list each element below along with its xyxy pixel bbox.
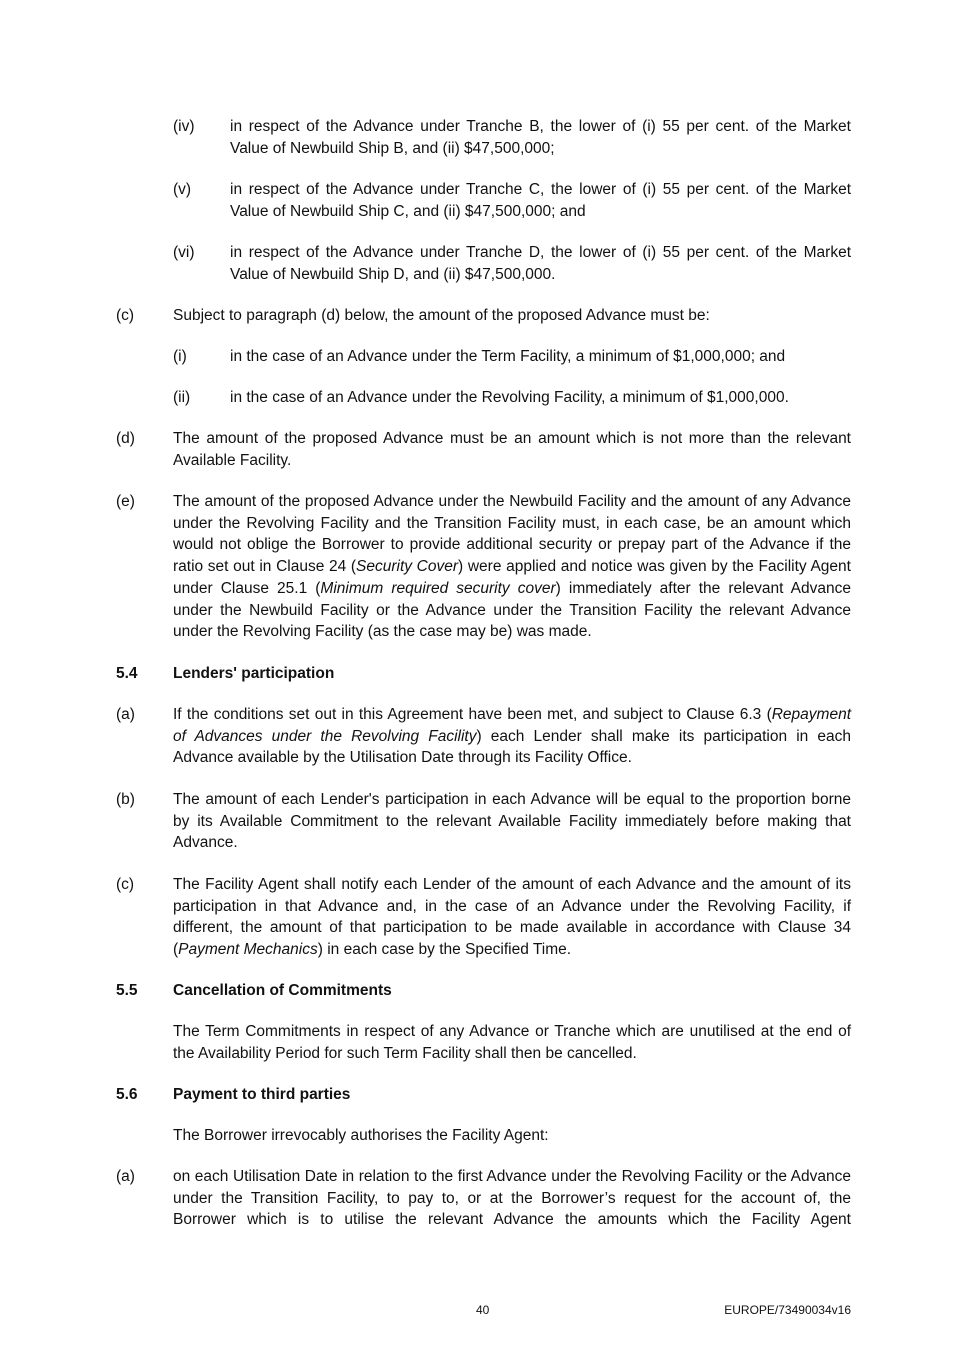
section-number: 5.6 bbox=[116, 1086, 138, 1103]
item-number: (i) bbox=[173, 348, 187, 365]
item-number: (e) bbox=[116, 493, 135, 510]
paragraph-text: in respect of the Advance under Tranche B, the lower of (i) 55 per cent. of the Market Value of Newbuild Ship B, and (ii) $47,500,000; bbox=[230, 118, 851, 157]
item-number: (c) bbox=[116, 307, 135, 324]
item-number: (d) bbox=[116, 430, 135, 447]
paragraph-text: The Term Commitments in respect of any Advance or Tranche which are unutilised at the end of the Availability Period for such Term Facility shall then be cancelled. bbox=[173, 1023, 851, 1062]
paragraph-text: The amount of the proposed Advance under the Newbuild Facility and the amount of any Advance under the Revolving Facility and the Transition Facility must, in each case, be an amount which would not oblige the Borrower to provide additional security or prepay part of the Advance if the ratio set out in Clause 24 (Security Cover) were applied and notice was given by the Facility Agent under Clause 25.1 (Minimum required security cover) immediately after the relevant Advance under the Newbuild Facility or the Advance under the Transition Facility the relevant Advance under the Revolving Facility (as the case may be) was made. bbox=[173, 493, 851, 641]
section-heading: Cancellation of Commitments bbox=[173, 982, 392, 999]
paragraph-text: in respect of the Advance under Tranche C, the lower of (i) 55 per cent. of the Market Value of Newbuild Ship C, and (ii) $47,500,000; and bbox=[230, 181, 851, 220]
paragraph-text: The Borrower irrevocably authorises the Facility Agent: bbox=[173, 1127, 549, 1144]
item-number: (vi) bbox=[173, 244, 195, 261]
paragraph-text: If the conditions set out in this Agreement have been met, and subject to Clause 6.3 (Repayment of Advances under the Revolving Facility) each Lender shall make its participation in each Advance available by the Utilisation Date through its Facility Office. bbox=[173, 706, 851, 767]
paragraph-text: in respect of the Advance under Tranche D, the lower of (i) 55 per cent. of the Market Value of Newbuild Ship D, and (ii) $47,500,000. bbox=[230, 244, 851, 283]
page-number: 40 bbox=[476, 1303, 490, 1317]
paragraph-text: on each Utilisation Date in relation to the first Advance under the Revolving Facility or the Advance under the Transition Facility, to pay to, or at the Borrower’s request for the account of, the Borrower which is to utilise the relevant Advance the amounts which the Facility Agent bbox=[173, 1168, 851, 1229]
item-number: (ii) bbox=[173, 389, 191, 406]
document-reference: EUROPE/73490034v16 bbox=[724, 1303, 851, 1317]
paragraph-text: The Facility Agent shall notify each Lender of the amount of each Advance and the amount of its participation in that Advance and, in the case of an Advance under the Revolving Facility, if different, the amount of that participation to be made available in accordance with Clause 34 (Payment Mechanics) in each case by the Specified Time. bbox=[173, 876, 851, 959]
paragraph-text: The amount of each Lender's participation in each Advance will be equal to the proportion borne by its Available Commitment to the relevant Available Facility immediately before making that Advance. bbox=[173, 791, 851, 852]
item-number: (c) bbox=[116, 876, 135, 893]
paragraph-text: in the case of an Advance under the Term Facility, a minimum of $1,000,000; and bbox=[230, 348, 786, 365]
section-heading: Payment to third parties bbox=[173, 1086, 351, 1103]
section-heading: Lenders' participation bbox=[173, 665, 335, 682]
item-number: (b) bbox=[116, 791, 135, 808]
paragraph-text: Subject to paragraph (d) below, the amount of the proposed Advance must be: bbox=[173, 307, 710, 324]
item-number: (a) bbox=[116, 706, 135, 723]
paragraph-text: The amount of the proposed Advance must be an amount which is not more than the relevant Available Facility. bbox=[173, 430, 851, 469]
section-number: 5.5 bbox=[116, 982, 138, 999]
item-number: (iv) bbox=[173, 118, 195, 135]
paragraph-text: in the case of an Advance under the Revolving Facility, a minimum of $1,000,000. bbox=[230, 389, 789, 406]
section-number: 5.4 bbox=[116, 665, 138, 682]
item-number: (a) bbox=[116, 1168, 135, 1185]
item-number: (v) bbox=[173, 181, 192, 198]
